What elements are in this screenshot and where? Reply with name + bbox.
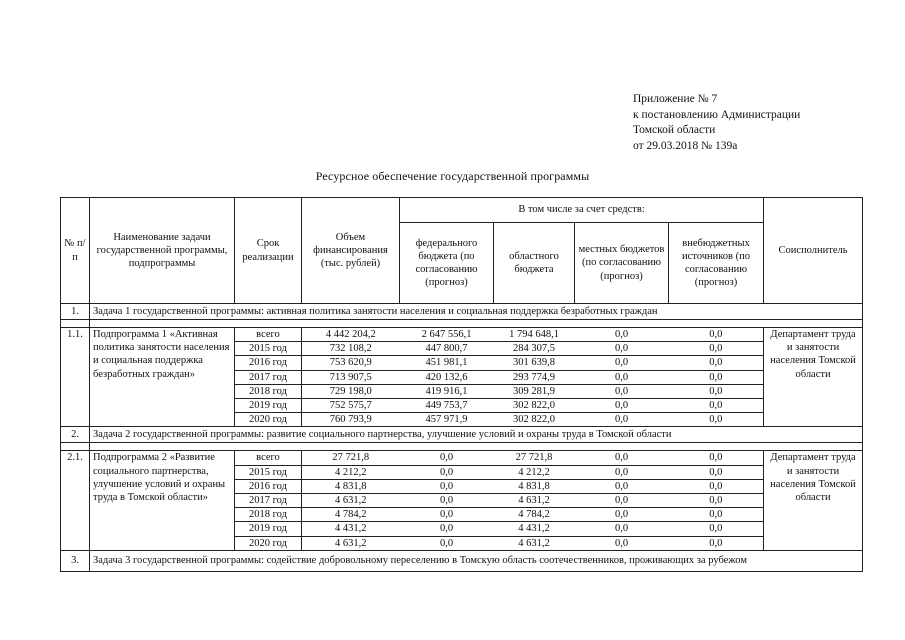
- local-cell: 0,0: [575, 536, 669, 550]
- federal-cell: 0,0: [400, 494, 494, 508]
- header-local: местных бюджетов (по согласованию (прогноз): [575, 223, 669, 304]
- header-term: Срок реализации: [235, 198, 302, 304]
- extra-cell: 0,0: [669, 356, 764, 370]
- regional-cell: 302 822,0: [494, 399, 575, 413]
- federal-cell: 0,0: [400, 522, 494, 536]
- term-cell: 2018 год: [235, 384, 302, 398]
- subprogram-num: 1.1.: [61, 328, 90, 427]
- federal-cell: 457 971,9: [400, 413, 494, 427]
- local-cell: 0,0: [575, 384, 669, 398]
- regional-cell: 302 822,0: [494, 413, 575, 427]
- spacer-row: [61, 320, 863, 328]
- extra-cell: 0,0: [669, 328, 764, 342]
- term-cell: 2017 год: [235, 494, 302, 508]
- header-volume: Объем финансирования (тыс. рублей): [302, 198, 400, 304]
- annex-line: от 29.03.2018 № 139а: [633, 139, 738, 152]
- task-num: 1.: [61, 304, 90, 320]
- term-cell: 2017 год: [235, 370, 302, 384]
- federal-cell: 449 753,7: [400, 399, 494, 413]
- volume-cell: 713 907,5: [302, 370, 400, 384]
- local-cell: 0,0: [575, 328, 669, 342]
- volume-cell: 4 431,2: [302, 522, 400, 536]
- term-cell: всего: [235, 328, 302, 342]
- regional-cell: 4 212,2: [494, 465, 575, 479]
- extra-cell: 0,0: [669, 451, 764, 465]
- volume-cell: 732 108,2: [302, 342, 400, 356]
- federal-cell: 447 800,7: [400, 342, 494, 356]
- local-cell: 0,0: [575, 479, 669, 493]
- federal-cell: 0,0: [400, 536, 494, 550]
- coexecutor-cell: Департамент труда и занятости населения Томской области: [764, 328, 863, 427]
- extra-cell: 0,0: [669, 413, 764, 427]
- task-text: Задача 1 государственной программы: активная политика занятости населения и социальная поддержка безработных граждан: [90, 304, 863, 320]
- regional-cell: 4 631,2: [494, 536, 575, 550]
- volume-cell: 4 212,2: [302, 465, 400, 479]
- local-cell: 0,0: [575, 342, 669, 356]
- header-including: В том числе за счет средств:: [400, 198, 764, 223]
- volume-cell: 729 198,0: [302, 384, 400, 398]
- header-name: Наименование задачи государственной программы, подпрограммы: [90, 198, 235, 304]
- local-cell: 0,0: [575, 451, 669, 465]
- federal-cell: 2 647 556,1: [400, 328, 494, 342]
- volume-cell: 4 831,8: [302, 479, 400, 493]
- term-cell: 2020 год: [235, 536, 302, 550]
- local-cell: 0,0: [575, 508, 669, 522]
- term-cell: 2019 год: [235, 522, 302, 536]
- volume-cell: 4 784,2: [302, 508, 400, 522]
- extra-cell: 0,0: [669, 508, 764, 522]
- subprogram-num: 2.1.: [61, 451, 90, 550]
- extra-cell: 0,0: [669, 465, 764, 479]
- table-header-row: [61, 198, 863, 223]
- federal-cell: 420 132,6: [400, 370, 494, 384]
- subprogram-name: Подпрограмма 1 «Активная политика занятости населения и социальная поддержка безработных граждан»: [90, 328, 235, 427]
- annex-line: Приложение № 7: [633, 93, 718, 105]
- local-cell: 0,0: [575, 370, 669, 384]
- federal-cell: 451 981,1: [400, 356, 494, 370]
- volume-cell: 27 721,8: [302, 451, 400, 465]
- table-row: [61, 451, 863, 465]
- task-row: [61, 550, 863, 571]
- federal-cell: 419 916,1: [400, 384, 494, 398]
- term-cell: 2015 год: [235, 465, 302, 479]
- extra-cell: 0,0: [669, 494, 764, 508]
- header-federal: федерального бюджета (по согласованию (прогноз): [400, 223, 494, 304]
- regional-cell: 293 774,9: [494, 370, 575, 384]
- annex-line: к постановлению Администрации: [633, 108, 801, 121]
- local-cell: 0,0: [575, 494, 669, 508]
- term-cell: 2015 год: [235, 342, 302, 356]
- federal-cell: 0,0: [400, 508, 494, 522]
- subprogram-name: Подпрограмма 2 «Развитие социального партнерства, улучшение условий и охраны труда в Томской области»: [90, 451, 235, 550]
- regional-cell: 284 307,5: [494, 342, 575, 356]
- volume-cell: 4 442 204,2: [302, 328, 400, 342]
- header-extra: внебюджетных источников (по согласованию (прогноз): [669, 223, 764, 304]
- extra-cell: 0,0: [669, 522, 764, 536]
- extra-cell: 0,0: [669, 384, 764, 398]
- extra-cell: 0,0: [669, 536, 764, 550]
- extra-cell: 0,0: [669, 479, 764, 493]
- regional-cell: 4 631,2: [494, 494, 575, 508]
- regional-cell: 4 784,2: [494, 508, 575, 522]
- federal-cell: 0,0: [400, 465, 494, 479]
- local-cell: 0,0: [575, 522, 669, 536]
- annex-block: [633, 92, 800, 154]
- local-cell: 0,0: [575, 413, 669, 427]
- regional-cell: 1 794 648,1: [494, 328, 575, 342]
- term-cell: всего: [235, 451, 302, 465]
- document-title: Ресурсное обеспечение государственной программы: [315, 169, 590, 183]
- header-regional: областного бюджета: [494, 223, 575, 304]
- annex-line: Томской области: [633, 124, 716, 136]
- task-row: [61, 427, 863, 443]
- coexecutor-cell: Департамент труда и занятости населения Томской области: [764, 451, 863, 550]
- local-cell: 0,0: [575, 465, 669, 479]
- term-cell: 2016 год: [235, 356, 302, 370]
- volume-cell: 760 793,9: [302, 413, 400, 427]
- federal-cell: 0,0: [400, 479, 494, 493]
- volume-cell: 753 620,9: [302, 356, 400, 370]
- term-cell: 2019 год: [235, 399, 302, 413]
- task-num: 3.: [61, 550, 90, 571]
- local-cell: 0,0: [575, 356, 669, 370]
- federal-cell: 0,0: [400, 451, 494, 465]
- regional-cell: 301 639,8: [494, 356, 575, 370]
- resource-table: [60, 197, 863, 572]
- local-cell: 0,0: [575, 399, 669, 413]
- header-coexecutor: Соисполнитель: [764, 198, 863, 304]
- task-num: 2.: [61, 427, 90, 443]
- regional-cell: 4 831,8: [494, 479, 575, 493]
- task-row: [61, 304, 863, 320]
- volume-cell: 752 575,7: [302, 399, 400, 413]
- term-cell: 2016 год: [235, 479, 302, 493]
- regional-cell: 309 281,9: [494, 384, 575, 398]
- volume-cell: 4 631,2: [302, 494, 400, 508]
- task-text: Задача 2 государственной программы: развитие социального партнерства, улучшение условий и охраны труда в Томской области: [90, 427, 863, 443]
- spacer-row: [61, 443, 863, 451]
- regional-cell: 27 721,8: [494, 451, 575, 465]
- term-cell: 2020 год: [235, 413, 302, 427]
- extra-cell: 0,0: [669, 399, 764, 413]
- task-text: Задача 3 государственной программы: содействие добровольному переселению в Томскую область соотечественников, проживающих за рубежом: [90, 550, 863, 571]
- regional-cell: 4 431,2: [494, 522, 575, 536]
- header-num: № п/п: [61, 198, 90, 304]
- table-row: [61, 328, 863, 342]
- extra-cell: 0,0: [669, 342, 764, 356]
- term-cell: 2018 год: [235, 508, 302, 522]
- volume-cell: 4 631,2: [302, 536, 400, 550]
- extra-cell: 0,0: [669, 370, 764, 384]
